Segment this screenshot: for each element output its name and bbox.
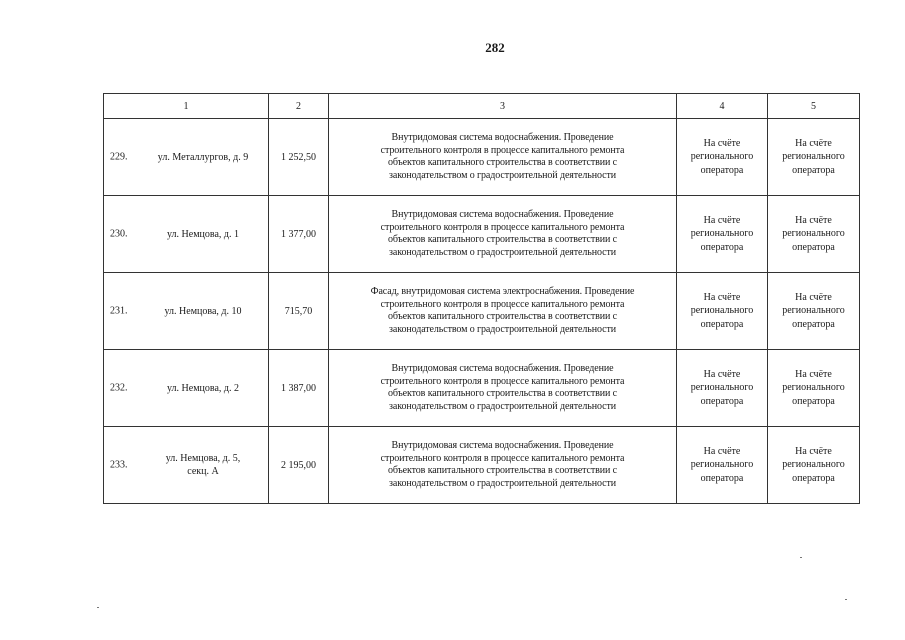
funding-line: регионального [690, 382, 754, 394]
work-description-line: законодательством о градостроительной деятельности [389, 323, 616, 335]
table-header-row [104, 94, 860, 119]
address-text [144, 228, 262, 241]
funding-source-cell-4 [677, 427, 768, 504]
work-description-cell [329, 273, 677, 350]
funding-source-cell-5 [768, 427, 860, 504]
work-description-line: объектов капитального строительства в соответствии с [387, 388, 618, 399]
row-number: 230. [110, 228, 128, 240]
cost-cell: 2 195,00 [269, 427, 329, 504]
funding-line: регионального [782, 151, 845, 163]
work-description-line: объектов капитального строительства в соответствии с [387, 465, 618, 476]
work-description-cell [329, 427, 677, 504]
table-row [104, 273, 860, 350]
cost-cell: 1 377,00 [269, 196, 329, 273]
work-description-line: Внутридомовая система водоснабжения. Проведение [391, 363, 614, 374]
work-description-line: Внутридомовая система водоснабжения. Проведение [391, 132, 614, 143]
funding-source-cell-4 [677, 273, 768, 350]
funding-source-cell-4 [677, 350, 768, 427]
funding-line: оператора [792, 241, 835, 253]
funding-line: регионального [690, 459, 754, 471]
funding-source-cell-5 [768, 196, 860, 273]
funding-line: регионального [690, 228, 754, 240]
address-line: секц. А [187, 466, 219, 477]
header-col-1: 1 [104, 94, 269, 119]
funding-line: На счёте [703, 291, 741, 303]
work-description-line: объектов капитального строительства в соответствии с [387, 311, 618, 322]
work-description-line: строительного контроля в процессе капитального ремонта [380, 144, 625, 156]
cost-cell: 1 252,50 [269, 119, 329, 196]
address-text [144, 151, 262, 164]
funding-line: регионального [782, 228, 845, 240]
work-description-line: строительного контроля в процессе капитального ремонта [380, 298, 625, 310]
work-description-line: объектов капитального строительства в соответствии с [387, 234, 618, 245]
funding-line: оператора [792, 318, 835, 330]
funding-source-cell-4 [677, 196, 768, 273]
funding-line: На счёте [795, 445, 832, 457]
funding-line: оператора [792, 395, 835, 407]
work-description-line: Внутридомовая система водоснабжения. Проведение [391, 440, 614, 451]
work-description-line: строительного контроля в процессе капитального ремонта [380, 375, 625, 387]
cost-cell: 1 387,00 [269, 350, 329, 427]
work-description-line: строительного контроля в процессе капитального ремонта [380, 221, 625, 233]
funding-line: оператора [700, 472, 744, 484]
table-body [104, 119, 860, 504]
row-number: 229. [110, 151, 128, 163]
work-description-line: Внутридомовая система водоснабжения. Проведение [391, 209, 614, 220]
address-cell [104, 273, 269, 350]
address-text [144, 452, 262, 478]
table-row [104, 119, 860, 196]
address-cell [104, 427, 269, 504]
table-row [104, 427, 860, 504]
address-line: ул. Металлургов, д. 9 [157, 151, 249, 163]
address-line: ул. Немцова, д. 5, [165, 453, 241, 464]
row-number: 231. [110, 305, 128, 317]
funding-line: На счёте [703, 214, 741, 226]
funding-line: регионального [690, 151, 754, 163]
funding-line: оператора [700, 241, 744, 253]
address-line: ул. Немцова, д. 10 [164, 305, 242, 317]
funding-line: На счёте [795, 368, 832, 380]
work-description-line: законодательством о градостроительной деятельности [389, 246, 616, 258]
funding-line: оператора [792, 164, 835, 176]
scan-speck [845, 599, 847, 600]
work-description-cell [329, 350, 677, 427]
funding-line: На счёте [795, 214, 832, 226]
work-description-cell [329, 119, 677, 196]
work-description-line: законодательством о градостроительной деятельности [389, 477, 616, 489]
funding-line: регионального [782, 382, 845, 394]
table-row [104, 196, 860, 273]
address-line: ул. Немцова, д. 1 [166, 228, 239, 240]
address-cell [104, 196, 269, 273]
row-number: 232. [110, 382, 128, 394]
funding-line: оператора [792, 472, 835, 484]
funding-line: На счёте [795, 137, 832, 149]
cost-cell: 715,70 [269, 273, 329, 350]
address-cell [104, 119, 269, 196]
work-description-line: законодательством о градостроительной деятельности [389, 400, 616, 412]
header-col-5: 5 [768, 94, 860, 119]
funding-line: оператора [700, 318, 744, 330]
funding-line: На счёте [703, 368, 741, 380]
page-number: 282 [485, 40, 505, 55]
header-col-2: 2 [269, 94, 329, 119]
funding-line: регионального [690, 305, 754, 317]
work-description-line: законодательством о градостроительной деятельности [389, 169, 616, 181]
work-description-cell [329, 196, 677, 273]
address-text [144, 305, 262, 318]
funding-line: На счёте [795, 291, 832, 303]
work-description-line: строительного контроля в процессе капитального ремонта [380, 452, 625, 464]
scan-speck [800, 557, 802, 558]
funding-line: оператора [700, 395, 744, 407]
header-col-4: 4 [677, 94, 768, 119]
works-table [103, 93, 860, 504]
address-line: ул. Немцова, д. 2 [166, 382, 239, 394]
funding-line: На счёте [703, 137, 741, 149]
funding-line: оператора [700, 164, 744, 176]
address-text [144, 382, 262, 395]
work-description-line: Фасад, внутридомовая система электроснабжения. Проведение [370, 286, 635, 297]
work-description-line: объектов капитального строительства в соответствии с [387, 157, 618, 168]
row-number: 233. [110, 459, 128, 471]
address-cell [104, 350, 269, 427]
funding-line: регионального [782, 305, 845, 317]
funding-line: регионального [782, 459, 845, 471]
table-row [104, 350, 860, 427]
funding-line: На счёте [703, 445, 741, 457]
funding-source-cell-5 [768, 273, 860, 350]
scan-speck [97, 607, 99, 608]
header-col-3: 3 [329, 94, 677, 119]
funding-source-cell-5 [768, 350, 860, 427]
funding-source-cell-5 [768, 119, 860, 196]
funding-source-cell-4 [677, 119, 768, 196]
